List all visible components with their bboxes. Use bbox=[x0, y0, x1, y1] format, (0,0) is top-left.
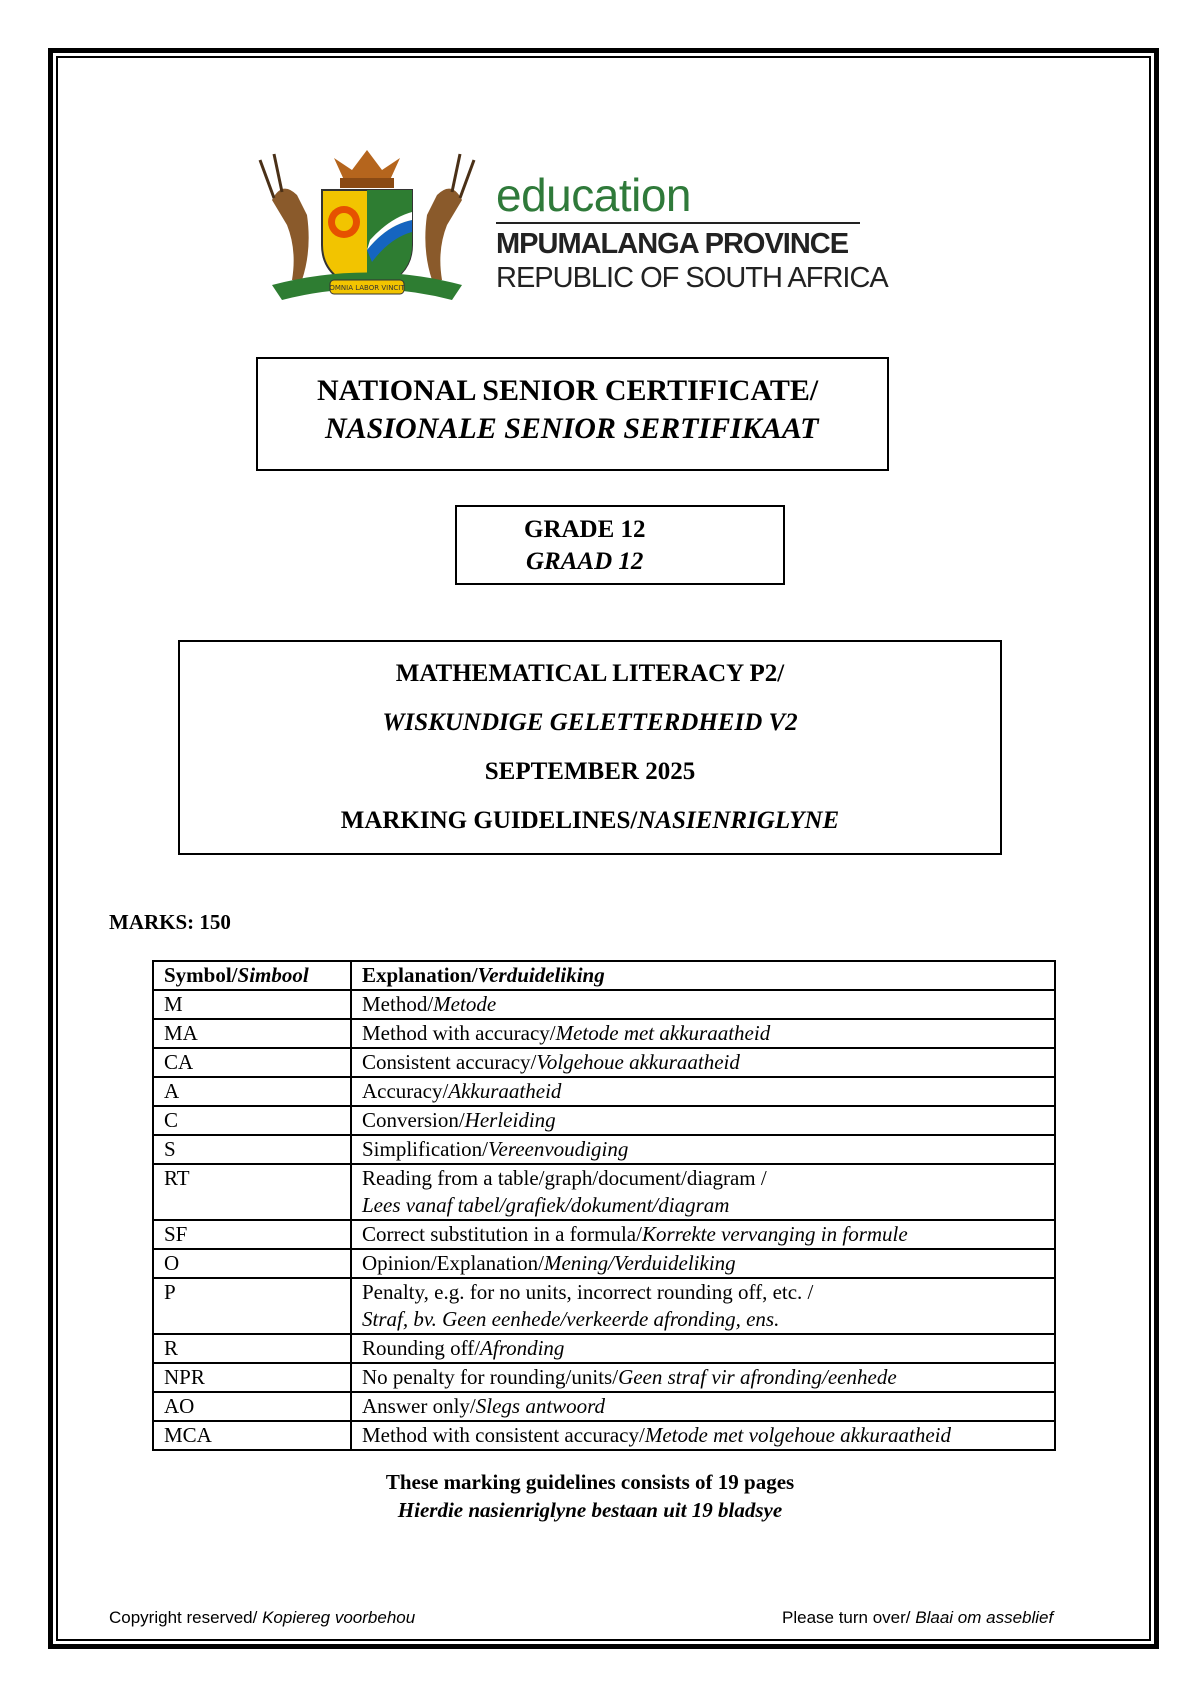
exam-date: SEPTEMBER 2025 bbox=[484, 758, 696, 785]
explanation-af: Vereenvoudiging bbox=[488, 1137, 629, 1161]
table-row bbox=[153, 1220, 1055, 1249]
table-row bbox=[153, 1249, 1055, 1278]
table-row bbox=[153, 1077, 1055, 1106]
subject-en: MATHEMATICAL LITERACY P2/ bbox=[395, 660, 785, 687]
explanation-en: Penalty, e.g. for no units, incorrect rounding off, etc. / bbox=[362, 1280, 814, 1304]
symbol-cell: R bbox=[153, 1334, 351, 1363]
table-row bbox=[153, 1421, 1055, 1450]
certificate-title-af: NASIONALE SENIOR SERTIFIKAAT bbox=[325, 412, 819, 445]
grade-af: GRAAD 12 bbox=[526, 548, 644, 575]
explanation-cell bbox=[351, 1019, 1055, 1048]
symbol-cell: MCA bbox=[153, 1421, 351, 1450]
table-row bbox=[153, 1048, 1055, 1077]
turn-over-af: Blaai om asseblief bbox=[915, 1608, 1054, 1627]
symbol-cell: O bbox=[153, 1249, 351, 1278]
brand-divider bbox=[496, 222, 860, 224]
certificate-title-en: NATIONAL SENIOR CERTIFICATE/ bbox=[317, 374, 819, 407]
explanation-cell bbox=[351, 1164, 1055, 1220]
explanation-cell bbox=[351, 1363, 1055, 1392]
symbol-cell: C bbox=[153, 1106, 351, 1135]
explanation-af: Afronding bbox=[480, 1336, 565, 1360]
header-symbol-af: Simbool bbox=[237, 963, 309, 987]
symbol-cell: CA bbox=[153, 1048, 351, 1077]
turn-over-notice bbox=[782, 1608, 1053, 1628]
coat-of-arms-icon bbox=[252, 140, 482, 310]
symbol-table bbox=[152, 960, 1056, 1451]
explanation-af: Metode met akkuraatheid bbox=[555, 1021, 771, 1045]
header-explanation bbox=[351, 961, 1055, 990]
table-row bbox=[153, 1135, 1055, 1164]
brand-education: education bbox=[496, 169, 691, 221]
brand-province: MPUMALANGA PROVINCE bbox=[496, 228, 849, 260]
header-symbol bbox=[153, 961, 351, 990]
table-row bbox=[153, 990, 1055, 1019]
explanation-en: Accuracy/ bbox=[362, 1079, 449, 1103]
symbol-cell: MA bbox=[153, 1019, 351, 1048]
brand-republic: REPUBLIC OF SOUTH AFRICA bbox=[496, 262, 888, 294]
symbol-cell: NPR bbox=[153, 1363, 351, 1392]
explanation-en: Simplification/ bbox=[362, 1137, 488, 1161]
explanation-cell bbox=[351, 1249, 1055, 1278]
total-marks: MARKS: 150 bbox=[109, 910, 231, 934]
symbol-cell: S bbox=[153, 1135, 351, 1164]
explanation-cell bbox=[351, 1278, 1055, 1334]
explanation-af: Slegs antwoord bbox=[475, 1394, 606, 1418]
explanation-en: Opinion/Explanation/ bbox=[362, 1251, 544, 1275]
copyright-notice bbox=[109, 1608, 415, 1628]
explanation-en: Conversion/ bbox=[362, 1108, 465, 1132]
symbol-cell: AO bbox=[153, 1392, 351, 1421]
explanation-af: Korrekte vervanging in formule bbox=[641, 1222, 908, 1246]
explanation-af: Volgehoue akkuraatheid bbox=[536, 1050, 740, 1074]
explanation-af: Lees vanaf tabel/grafiek/dokument/diagram bbox=[362, 1193, 730, 1217]
table-row bbox=[153, 1392, 1055, 1421]
table-row bbox=[153, 1334, 1055, 1363]
symbol-cell: P bbox=[153, 1278, 351, 1334]
explanation-en: Correct substitution in a formula/ bbox=[362, 1222, 642, 1246]
symbol-cell: M bbox=[153, 990, 351, 1019]
grade-en: GRADE 12 bbox=[524, 516, 646, 543]
explanation-af: Metode bbox=[433, 992, 497, 1016]
explanation-en: Rounding off/ bbox=[362, 1336, 481, 1360]
table-row bbox=[153, 1363, 1055, 1392]
explanation-cell bbox=[351, 1334, 1055, 1363]
explanation-af: Straf, bv. Geen eenhede/verkeerde afronding, ens. bbox=[362, 1307, 780, 1331]
symbol-cell: A bbox=[153, 1077, 351, 1106]
header-symbol-en: Symbol/ bbox=[164, 963, 238, 987]
explanation-en: Method/ bbox=[362, 992, 434, 1016]
explanation-en: Consistent accuracy/ bbox=[362, 1050, 537, 1074]
table-header-row bbox=[153, 961, 1055, 990]
explanation-af: Geen straf vir afronding/eenhede bbox=[618, 1365, 897, 1389]
subject-af: WISKUNDIGE GELETTERDHEID V2 bbox=[382, 709, 798, 736]
pages-note-en: These marking guidelines consists of 19 pages bbox=[385, 1470, 795, 1494]
symbol-cell: SF bbox=[153, 1220, 351, 1249]
explanation-cell bbox=[351, 1077, 1055, 1106]
header-explanation-af: Verduideliking bbox=[477, 963, 605, 987]
table-row bbox=[153, 1278, 1055, 1334]
explanation-cell bbox=[351, 1048, 1055, 1077]
symbol-cell: RT bbox=[153, 1164, 351, 1220]
explanation-en: No penalty for rounding/units/ bbox=[362, 1365, 619, 1389]
explanation-af: Metode met volgehoue akkuraatheid bbox=[644, 1423, 951, 1447]
guidelines-en: MARKING GUIDELINES/ bbox=[340, 807, 638, 834]
table-row bbox=[153, 1106, 1055, 1135]
explanation-af: Herleiding bbox=[464, 1108, 556, 1132]
explanation-cell bbox=[351, 1106, 1055, 1135]
crest-motto: OMNIA LABOR VINCIT bbox=[329, 284, 405, 292]
explanation-cell bbox=[351, 1392, 1055, 1421]
turn-over-en: Please turn over/ bbox=[782, 1608, 916, 1627]
pages-note-af: Hierdie nasienriglyne bestaan uit 19 bladsye bbox=[397, 1498, 783, 1522]
explanation-en: Method with accuracy/ bbox=[362, 1021, 556, 1045]
explanation-en: Reading from a table/graph/document/diagram / bbox=[362, 1166, 767, 1190]
explanation-cell bbox=[351, 990, 1055, 1019]
explanation-cell bbox=[351, 1220, 1055, 1249]
explanation-en: Method with consistent accuracy/ bbox=[362, 1423, 645, 1447]
explanation-en: Answer only/ bbox=[362, 1394, 476, 1418]
table-row bbox=[153, 1019, 1055, 1048]
copyright-en: Copyright reserved/ bbox=[109, 1608, 263, 1627]
guidelines-af: NASIENRIGLYNE bbox=[637, 807, 840, 834]
explanation-cell bbox=[351, 1421, 1055, 1450]
copyright-af: Kopiereg voorbehou bbox=[262, 1608, 416, 1627]
header-explanation-en: Explanation/ bbox=[362, 963, 478, 987]
explanation-af: Mening/Verduideliking bbox=[543, 1251, 736, 1275]
explanation-cell bbox=[351, 1135, 1055, 1164]
marking-guidelines-title bbox=[0, 807, 1180, 835]
explanation-af: Akkuraatheid bbox=[448, 1079, 562, 1103]
table-row bbox=[153, 1164, 1055, 1220]
table-body bbox=[153, 990, 1055, 1450]
